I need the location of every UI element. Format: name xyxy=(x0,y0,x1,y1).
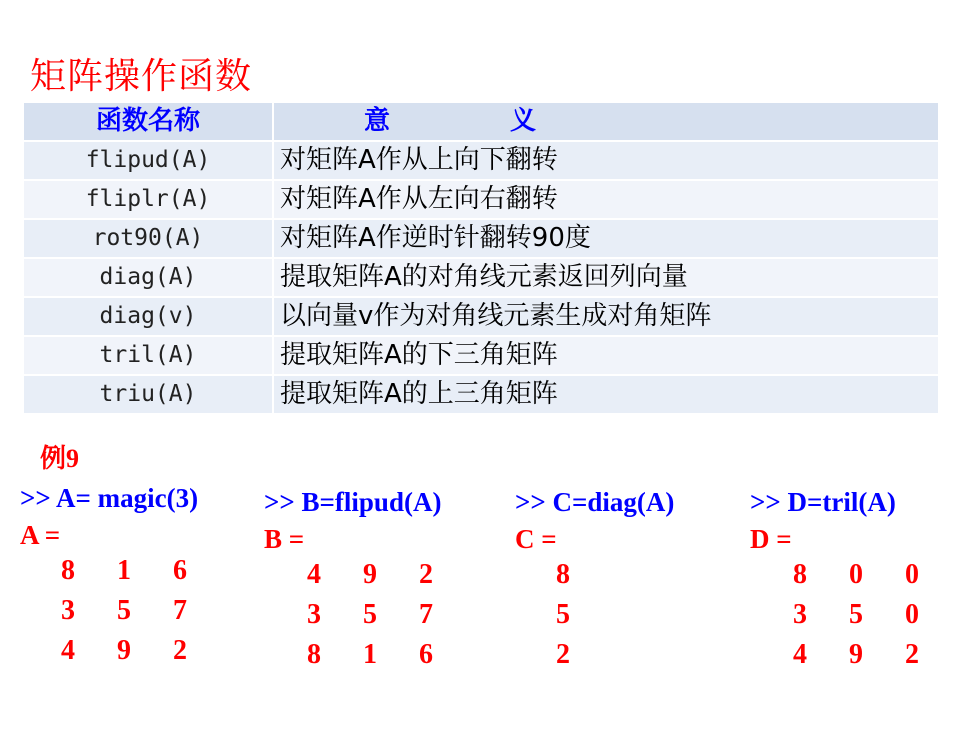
result-matrix xyxy=(535,559,674,679)
matrix-cell: 4 xyxy=(307,559,321,590)
header-meaning-2: 义 xyxy=(510,106,537,136)
matrix-cell: 7 xyxy=(419,599,433,630)
command-line: >> A= magic(3) xyxy=(20,483,199,513)
function-cell: diag(A) xyxy=(23,258,273,297)
matrix-cell: 1 xyxy=(117,555,131,586)
description-cell: 以向量v作为对角线元素生成对角矩阵 xyxy=(273,297,939,336)
matrix-cell: 9 xyxy=(363,559,377,590)
matrix-cell: 4 xyxy=(793,639,807,670)
matrix-cell: 3 xyxy=(793,599,807,630)
matrix-cell: 5 xyxy=(117,595,131,626)
matrix-cell: 5 xyxy=(363,599,377,630)
matrix-row xyxy=(40,595,208,635)
matrix-cell: 3 xyxy=(307,599,321,630)
command-line: >> D=tril(A) xyxy=(750,487,896,517)
matrix-cell: 8 xyxy=(556,559,570,590)
description-cell: 提取矩阵A的对角线元素返回列向量 xyxy=(273,258,939,297)
matrix-cell: 6 xyxy=(419,639,433,670)
description-cell: 对矩阵A作从左向右翻转 xyxy=(273,180,939,219)
matrix-cell: 1 xyxy=(363,639,377,670)
table-row xyxy=(23,336,939,375)
matrix-cell: 8 xyxy=(307,639,321,670)
matrix-cell: 8 xyxy=(61,555,75,586)
matrix-cell: 8 xyxy=(793,559,807,590)
result-variable: B = xyxy=(264,524,305,554)
matrix-row xyxy=(535,639,674,679)
result-variable: C = xyxy=(515,524,557,554)
matrix-row xyxy=(772,599,940,639)
matrix-cell: 9 xyxy=(849,639,863,670)
matrix-cell: 2 xyxy=(556,639,570,670)
matrix-row xyxy=(40,555,208,595)
matrix-row xyxy=(535,559,674,599)
matrix-cell: 3 xyxy=(61,595,75,626)
matrix-cell: 2 xyxy=(419,559,433,590)
function-cell: rot90(A) xyxy=(23,219,273,258)
header-meaning xyxy=(273,102,939,141)
matrix-row xyxy=(535,599,674,639)
command-line: >> B=flipud(A) xyxy=(264,487,442,517)
matrix-row xyxy=(286,639,454,679)
result-variable: A = xyxy=(20,520,61,550)
example-label: 例9 xyxy=(40,444,80,473)
matrix-row xyxy=(40,635,208,675)
description-cell: 提取矩阵A的上三角矩阵 xyxy=(273,375,939,414)
function-table xyxy=(22,101,940,415)
matrix-cell: 0 xyxy=(905,559,919,590)
matrix-cell: 0 xyxy=(849,559,863,590)
function-cell: diag(v) xyxy=(23,297,273,336)
slide-title: 矩阵操作函数 xyxy=(30,56,253,97)
result-matrix xyxy=(772,559,940,679)
description-cell: 对矩阵A作逆时针翻转90度 xyxy=(273,219,939,258)
command-line: >> C=diag(A) xyxy=(515,487,675,517)
table-header-row xyxy=(23,102,939,141)
description-cell: 提取矩阵A的下三角矩阵 xyxy=(273,336,939,375)
function-cell: tril(A) xyxy=(23,336,273,375)
matrix-cell: 6 xyxy=(173,555,187,586)
matrix-row xyxy=(286,599,454,639)
table-row xyxy=(23,180,939,219)
matrix-cell: 9 xyxy=(117,635,131,666)
example-block-a xyxy=(20,483,208,675)
matrix-cell: 5 xyxy=(556,599,570,630)
header-meaning-1: 意 xyxy=(364,106,391,136)
table-row xyxy=(23,141,939,180)
matrix-cell: 2 xyxy=(905,639,919,670)
matrix-cell: 5 xyxy=(849,599,863,630)
function-cell: triu(A) xyxy=(23,375,273,414)
matrix-cell: 7 xyxy=(173,595,187,626)
function-cell: fliplr(A) xyxy=(23,180,273,219)
matrix-row xyxy=(772,639,940,679)
matrix-row xyxy=(286,559,454,599)
example-block-d xyxy=(750,487,940,679)
table-row xyxy=(23,297,939,336)
description-cell: 对矩阵A作从上向下翻转 xyxy=(273,141,939,180)
table-row xyxy=(23,375,939,414)
header-function-name: 函数名称 xyxy=(23,102,273,141)
result-matrix xyxy=(286,559,454,679)
example-block-b xyxy=(264,487,454,679)
matrix-row xyxy=(772,559,940,599)
table-row xyxy=(23,258,939,297)
matrix-cell: 0 xyxy=(905,599,919,630)
matrix-cell: 2 xyxy=(173,635,187,666)
result-variable: D = xyxy=(750,524,792,554)
result-matrix xyxy=(40,555,208,675)
matrix-cell: 4 xyxy=(61,635,75,666)
function-cell: flipud(A) xyxy=(23,141,273,180)
example-block-c xyxy=(515,487,674,679)
table-row xyxy=(23,219,939,258)
